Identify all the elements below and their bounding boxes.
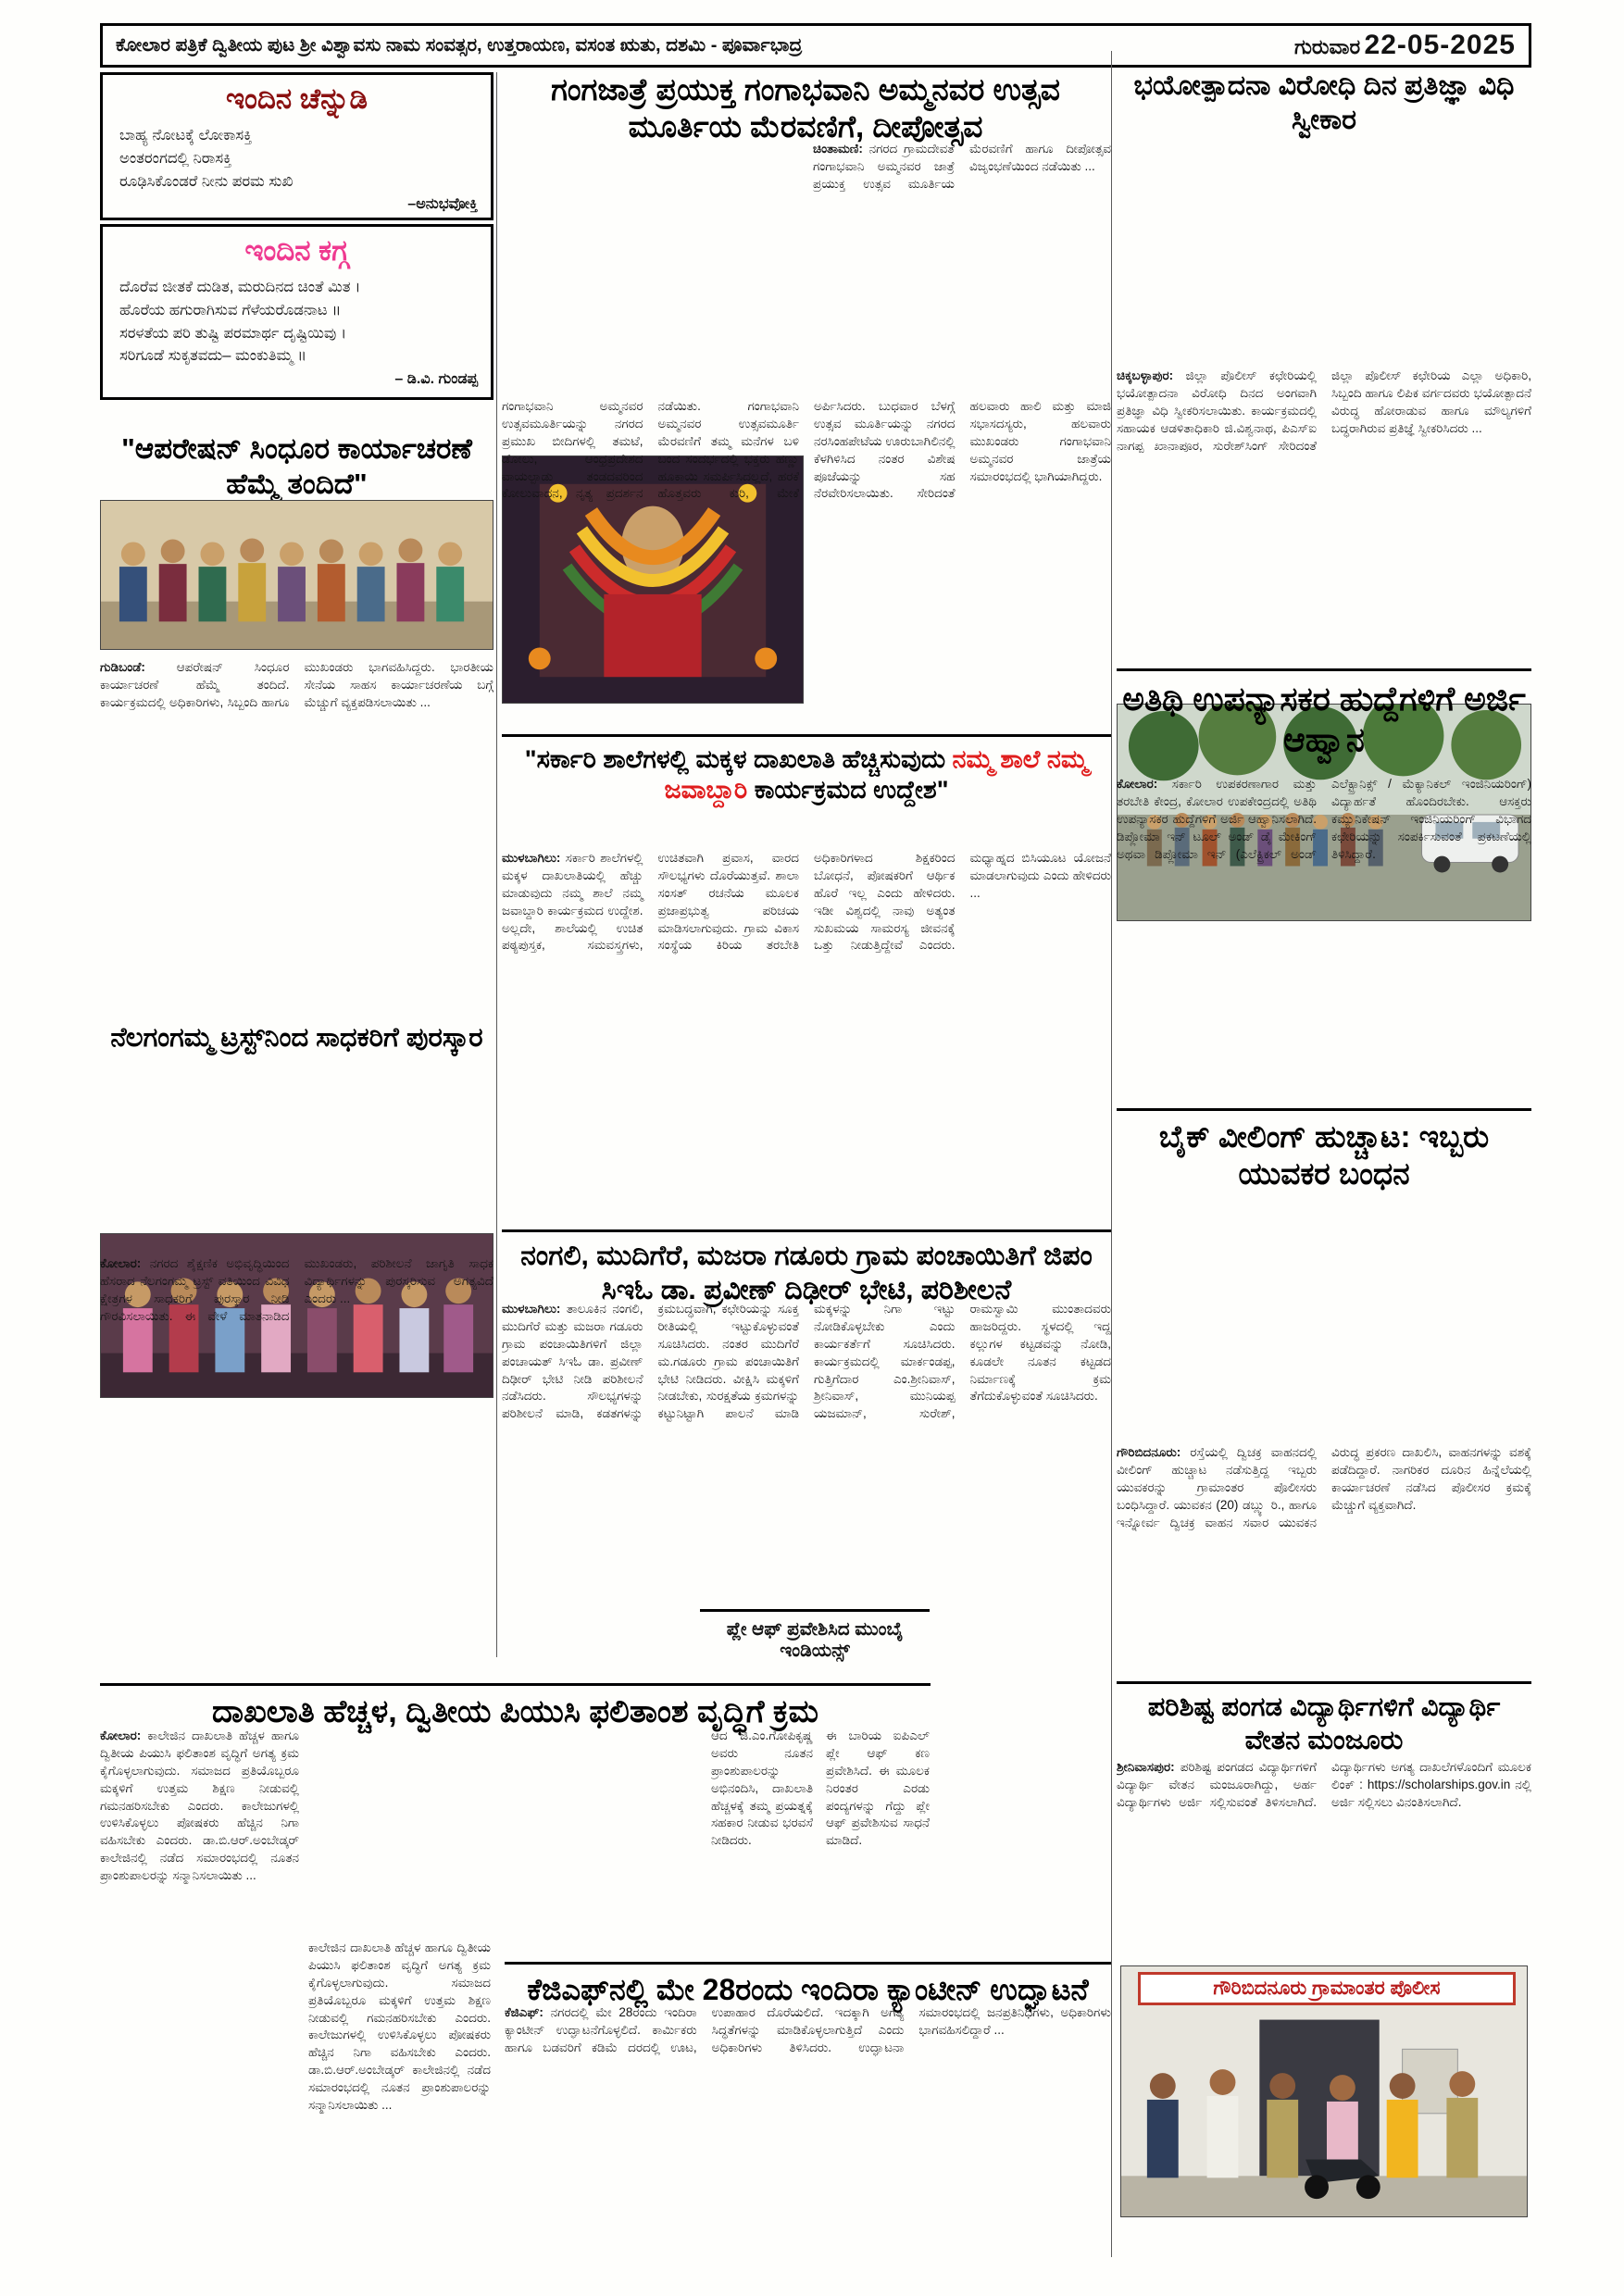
article-anti-terror-body [1117, 368, 1531, 638]
masthead-line: ಕೋಲಾರ ಪತ್ರಿಕೆ ದ್ವಿತೀಯ ಪುಟ ಶ್ರೀ ವಿಶ್ವಾವಸು ನಾಮ ಸಂವತ್ಸರ, ಉತ್ತರಾಯಣ, ವಸಂತ ಋತು, ದಶಮಿ - ಪೂರ್ವಾಭಾದ್ರ [116, 34, 803, 56]
divider-center-right [1111, 51, 1112, 2257]
headline-bike-wheeling: ಬೈಕ್ ವೀಲಿಂಗ್ ಹುಚ್ಚಾಟ: ಇಬ್ಬರು ಯುವಕರ ಬಂಧನ [1117, 1108, 1531, 1199]
article-text: ತಾಲೂಕಿನ ನಂಗಲಿ, ಮುದಿಗೆರೆ ಮತ್ತು ಮಜರಾ ಗಡೂರು ಗ್ರಾಮ ಪಂಚಾಯಿತಿಗಳಿಗೆ ಜಿಲ್ಲಾ ಪಂಚಾಯತ್ ಸಿಇಓ ಡಾ. ಪ್ರವೀಣ್ ದಿಢೀರ್ ಭೇಟಿ ನೀಡಿ ಪರಿಶೀಲನೆ ನಡೆಸಿದರು. ಸೌಲಭ್ಯಗಳನ್ನು ಪರಿಶೀಲನೆ ಮಾಡಿ, ಕಡತಗಳನ್ನು ಕ್ರಮಬದ್ಧವಾಗಿ, ಕಛೇರಿಯನ್ನು ಸೂಕ್ತ ರೀತಿಯಲ್ಲಿ ಇಟ್ಟುಕೊಳ್ಳುವಂತೆ ಸೂಚಿಸಿದರು. ನಂತರ ಮುದಿಗೆರೆ ಮ.ಗಡೂರು ಗ್ರಾಮ ಪಂಚಾಯಿತಿಗೆ ಭೇಟಿ ನೀಡಿದರು. ವೀಕ್ಷಿಸಿ ಮಕ್ಕಳಿಗೆ ನೀಡಬೇಕು, ಸುರಕ್ಷತೆಯ ಕ್ರಮಗಳನ್ನು ಕಟ್ಟುನಿಟ್ಟಾಗಿ ಪಾಲನೆ ಮಾಡಿ ಮಕ್ಕಳನ್ನು ನಿಗಾ ಇಟ್ಟು ನೋಡಿಕೊಳ್ಳಬೇಕು ಎಂದು ಕಾರ್ಯಕರ್ತೆಗೆ ಸೂಚಿಸಿದರು. ಕಾರ್ಯಕ್ರಮದಲ್ಲಿ ಮಾರ್ಕಂಡಪ್ಪ, ಗುತ್ತಿಗೆದಾರ ಎಂ.ಶ್ರೀನಿವಾಸ್, ಶ್ರೀನಿವಾಸ್, ಮುನಿಯಪ್ಪ ಯಜಮಾನ್, ಸುರೇಶ್, ರಾಮಸ್ವಾಮಿ ಮುಂತಾದವರು ಹಾಜರಿದ್ದರು. ಸ್ಥಳದಲ್ಲಿ ಇದ್ದ ಕಲ್ಲುಗಳ ಕಟ್ಟಡವನ್ನು ನೋಡಿ, ಕೂಡಲೇ ನೂತನ ಕಟ್ಟಡದ ನಿರ್ಮಾಣಕ್ಕೆ ಕ್ರಮ ತೆಗೆದುಕೊಳ್ಳುವಂತೆ ಸೂಚಿಸಿದರು. [502, 1302, 1111, 1421]
dateline: ಗೌರಿಬಿದನೂರು: [1117, 1445, 1181, 1459]
headline-anti-terror-day: ಭಯೋತ್ಪಾದನಾ ವಿರೋಧಿ ದಿನ ಪ್ರತಿಜ್ಞಾ ವಿಧಿ ಸ್ವೀಕಾರ [1133, 70, 1515, 135]
article-text: ಸರ್ಕಾರಿ ಶಾಲೆಗಳಲ್ಲಿ ಮಕ್ಕಳ ದಾಖಲಾತಿಯಲ್ಲಿ ಹೆಚ್ಚು ಮಾಡುವುದು ನಮ್ಮ ಶಾಲೆ ನಮ್ಮ ಜವಾಬ್ದಾರಿ ಕಾರ್ಯಕ್ರಮದ ಉದ್ದೇಶ. ಅಲ್ಲದೇ, ಶಾಲೆಯಲ್ಲಿ ಉಚಿತ ಪಠ್ಯಪುಸ್ತಕ, ಸಮವಸ್ತ್ರಗಳು, ಉಚಿತವಾಗಿ ಪ್ರವಾಸ, ವಾರದ ಸೌಲಭ್ಯಗಳು ದೊರೆಯುತ್ತವೆ. ಶಾಲಾ ಸಂಸತ್ ರಚನೆಯ ಮೂಲಕ ಪ್ರಜಾಪ್ರಭುತ್ವ ಪರಿಚಯ ಮಾಡಿಸಲಾಗುವುದು. ಗ್ರಾಮ ವಿಕಾಸ ಸಂಸ್ಥೆಯ ಕಿರಿಯ ತರಬೇತಿ ಅಧಿಕಾರಿಗಳಾದ ಶಿಕ್ಷಕರಿಂದ ಬೋಧನೆ, ಪೋಷಕರಿಗೆ ಆರ್ಥಿಕ ಹೊರೆ ಇಲ್ಲ ಎಂದು ಹೇಳಿದರು. ಇಡೀ ವಿಶ್ವದಲ್ಲಿ ನಾವು ಅತ್ಯಂತ ಸುಖಮಯ ಸಾಮರಸ್ಯ ಜೀವನಕ್ಕೆ ಒತ್ತು ನೀಡುತ್ತಿದ್ದೇವೆ ಎಂದರು. ಮಧ್ಯಾಹ್ನದ ಬಿಸಿಯೂಟ ಯೋಜನೆ ಮಾಡಲಾಗುವುದು ಎಂದು ಹೇಳಿದರು ... [502, 851, 1111, 953]
article-text: ನಗರದ ಗ್ರಾಮದೇವತೆ ಗಂಗಾಭವಾನಿ ಅಮ್ಮನವರ ಜಾತ್ರೆ ಪ್ರಯುಕ್ತ ಉತ್ಸವ ಮೂರ್ತಿಯ ಮೆರವಣಿಗೆ ಹಾಗೂ ದೀಪೋತ್ಸವ ವಿಜೃಂಭಣೆಯಿಂದ ನಡೆಯಿತು ... [813, 142, 1111, 191]
article-ganga-jatre-lead [813, 141, 1111, 389]
headline-nangali-visit: ನಂಗಲಿ, ಮುದಿಗೆರೆ, ಮಜರಾ ಗಡೂರು ಗ್ರಾಮ ಪಂಚಾಯಿತಿಗೆ ಜಿಪಂ ಸಿಇಓ ಡಾ. ಪ್ರವೀಣ್ ದಿಢೀರ್ ಭೇಟಿ, ಪರಿಶೀಲನೆ [502, 1229, 1111, 1315]
article-operation-sindoor-body [100, 659, 493, 997]
dateline: ಕೆಜಿಎಫ್: [505, 2005, 543, 2019]
dateline: ಚಿಕ್ಕಬಳ್ಳಾಪುರ: [1117, 368, 1174, 382]
todays-kagga-title: ಇಂದಿನ ಕಗ್ಗ [244, 234, 349, 267]
article-text: ಆಪರೇಷನ್ ಸಿಂಧೂರ ಕಾರ್ಯಾಚರಣೆ ಹೆಮ್ಮೆ ತಂದಿದೆ. ಕಾರ್ಯಕ್ರಮದಲ್ಲಿ ಅಧಿಕಾರಿಗಳು, ಸಿಬ್ಬಂದಿ ಹಾಗೂ ಮುಖಂಡರು ಭಾಗವಹಿಸಿದ್ದರು. ಭಾರತೀಯ ಸೇನೆಯ ಸಾಹಸ ಕಾರ್ಯಾಚರಣೆಯ ಬಗ್ಗೆ ಮೆಚ್ಚುಗೆ ವ್ಯಕ್ತಪಡಿಸಲಾಯಿತು ... [100, 660, 493, 709]
article-text: ಪರಿಶಿಷ್ಟ ಪಂಗಡದ ವಿದ್ಯಾರ್ಥಿಗಳಿಗೆ ವಿದ್ಯಾರ್ಥಿ ವೇತನ ಮಂಜೂರಾಗಿದ್ದು, ಅರ್ಹ ವಿದ್ಯಾರ್ಥಿಗಳು ಅರ್ಜಿ ಸಲ್ಲಿಸುವಂತೆ ತಿಳಿಸಲಾಗಿದೆ. ವಿದ್ಯಾರ್ಥಿಗಳು ಅಗತ್ಯ ದಾಖಲೆಗಳೊಂದಿಗೆ ಮೂಲಕ ಲಿಂಕ್ : https://scholarships.gov.in ನಲ್ಲಿ ಅರ್ಜಿ ಸಲ್ಲಿಸಲು ವಿನಂತಿಸಲಾಗಿದೆ. [1117, 1760, 1531, 1809]
quote-attribution: –ಅನುಭವೋಕ್ತಿ [407, 196, 478, 213]
article-ipl-body [826, 1728, 930, 1883]
article-guest-lecturers-body [1117, 776, 1531, 1077]
quote-line: ರೂಢಿಸಿಕೊಂಡರೆ ನೀನು ಪರಮ ಸುಖಿ [119, 172, 294, 190]
todays-kagga-box [100, 224, 493, 400]
headline-operation-sindoor: "ಆಪರೇಷನ್ ಸಿಂಧೂರ ಕಾರ್ಯಾಚರಣೆ ಹೆಮ್ಮೆ ತಂದಿದೆ" [121, 431, 472, 500]
quote-line: ಬಾಹ್ಯ ನೋಟಕ್ಕೆ ಲೋಕಾಸಕ್ತಿ [119, 127, 253, 144]
article-text: ಈ ಬಾರಿಯ ಐಪಿಎಲ್ ಪ್ಲೇ ಆಫ್ ಕಣ ಪ್ರವೇಶಿಸಿದೆ. ಈ ಮೂಲಕ ನಿರಂತರ ಎರಡು ಪಂದ್ಯಗಳನ್ನು ಗೆದ್ದು ಪ್ಲೇ ಆಫ್ ಪ್ರವೇಶಿಸುವ ಸಾಧನೆ ಮಾಡಿದೆ. [826, 1728, 930, 1848]
police-station-sign: ಗೌರಿಬಿದನೂರು ಗ್ರಾಮಾಂತರ ಪೊಲೀಸ [1138, 1972, 1517, 2005]
article-nelagangamma-body [100, 1255, 493, 1655]
kagga-line: ಸರಳತೆಯ ಪರಿ ತುಷ್ಟಿ ಪರಮಾರ್ಥ ದೃಷ್ಟಿಯಿವು । [119, 324, 347, 342]
headline-kgf-canteen: ಕೆಜಿಎಫ್‌ನಲ್ಲಿ ಮೇ 28ರಂದು ಇಂದಿರಾ ಕ್ಯಾಂಟೀನ್ ಉದ್ಘಾಟನೆ [505, 1962, 1111, 2015]
dateline: ಗುಡಿಬಂಡೆ: [100, 660, 145, 674]
kagga-line: ದೊರೆವ ಜೀತಕೆ ದುಡಿತ, ಮರುದಿನದ ಚಿಂತೆ ಮಿತ । [119, 279, 361, 295]
article-text: ಆದ ಜಿ.ಎಂ.ಗೋಪಿಕೃಷ್ಣ ಅವರು ನೂತನ ಪ್ರಾಂಶುಪಾಲರನ್ನು ಅಭಿನಂದಿಸಿ, ದಾಖಲಾತಿ ಹೆಚ್ಚಳಕ್ಕೆ ತಮ್ಮ ಪ್ರಯತ್ನಕ್ಕೆ ಸಹಕಾರ ನೀಡುವ ಭರವಸೆ ನೀಡಿದರು. [711, 1728, 813, 1848]
article-school-enrolment-body [502, 850, 1111, 1202]
dateline: ಕೋಲಾರ: [1117, 777, 1158, 791]
masthead-day: ಗುರುವಾರ [1294, 35, 1361, 58]
article-text: ನಗರದ ಶೈಕ್ಷಣಿಕ ಅಭಿವೃದ್ಧಿಯಿಂದ ಹೆಸರಾದ ನೆಲಗಂಗಮ್ಮ ಟ್ರಸ್ಟ್ ವತಿಯಿಂದ ವಿವಿಧ ಕ್ಷೇತ್ರಗಳ ಸಾಧಕರಿಗೆ ಪುರಸ್ಕಾರ ನೀಡಿ ಗೌರವಿಸಲಾಯಿತು. ಈ ವೇಳೆ ಮಾತನಾಡಿದ ಮುಖಂಡರು, ಪರಿಶೀಲನೆ ಜಾಗೃತಿ ಸಾಧಕ ವಿದ್ಯಾರ್ಥಿಗಳನ್ನು ಪುರಸ್ಕರಿಸುವ ಅಗತ್ಯವಿದೆ ಎಂದರು ... [100, 1256, 493, 1323]
article-text: ರಸ್ತೆಯಲ್ಲಿ ದ್ವಿಚಕ್ರ ವಾಹನದಲ್ಲಿ ವೀಲಿಂಗ್ ಹುಚ್ಚಾಟ ನಡೆಸುತ್ತಿದ್ದ ಇಬ್ಬರು ಯುವಕರನ್ನು ಗ್ರಾಮಾಂತರ ಪೊಲೀಸರು ಬಂಧಿಸಿದ್ದಾರೆ. ಯುವಕನ (20) ಡಬ್ಲ್ಯು ರಿ., ಹಾಗೂ ಇನ್ನೋರ್ವ ದ್ವಿಚಕ್ರ ವಾಹನ ಸವಾರ ಯುವಕನ ವಿರುದ್ಧ ಪ್ರಕರಣ ದಾಖಲಿಸಿ, ವಾಹನಗಳನ್ನು ವಶಕ್ಕೆ ಪಡೆದಿದ್ದಾರೆ. ನಾಗರಿಕರ ದೂರಿನ ಹಿನ್ನೆಲೆಯಲ್ಲಿ ಕಾರ್ಯಾಚರಣೆ ನಡೆಸಿದ ಪೊಲೀಸರ ಕ್ರಮಕ್ಕೆ ಮೆಚ್ಚುಗೆ ವ್ಯಕ್ತವಾಗಿದೆ. [1117, 1445, 1531, 1529]
dateline: ಕೋಲಾರ: [100, 1728, 142, 1742]
headline-scholarship: ಪರಿಶಿಷ್ಟ ಪಂಗಡ ವಿದ್ಯಾರ್ಥಿಗಳಿಗೆ ವಿದ್ಯಾರ್ಥಿ ವೇತನ ಮಂಜೂರು [1117, 1681, 1531, 1770]
article-text: ಜಿಲ್ಲಾ ಪೊಲೀಸ್ ಕಛೇರಿಯಲ್ಲಿ ಭಯೋತ್ಪಾದನಾ ವಿರೋಧಿ ದಿನದ ಅಂಗವಾಗಿ ಪ್ರತಿಜ್ಞಾ ವಿಧಿ ಸ್ವೀಕರಿಸಲಾಯಿತು. ಕಾರ್ಯಕ್ರಮದಲ್ಲಿ ಸಹಾಯಕ ಆಡಳಿತಾಧಿಕಾರಿ ಜಿ.ವಿಶ್ವನಾಥ, ಪಿಎಸ್‌ಐ ನಾಗಪ್ಪ ಖಾನಾಪೂರ, ಸುರೇಶ್‌ಸಿಂಗ್ ಸೇರಿದಂತೆ ಜಿಲ್ಲಾ ಪೊಲೀಸ್ ಕಛೇರಿಯ ಎಲ್ಲಾ ಅಧಿಕಾರಿ, ಸಿಬ್ಬಂದಿ ಹಾಗೂ ಲಿಪಿಕ ವರ್ಗದವರು ಭಯೋತ್ಪಾದನೆ ವಿರುದ್ಧ ಹೋರಾಡುವ ಹಾಗೂ ಮೌಲ್ಯಗಳಿಗೆ ಬದ್ಧರಾಗಿರುವ ಪ್ರತಿಜ್ಞೆ ಸ್ವೀಕರಿಸಿದರು ... [1117, 368, 1531, 453]
article-text: ಸರ್ಕಾರಿ ಉಪಕರಣಾಗಾರ ಮತ್ತು ತರಬೇತಿ ಕೇಂದ್ರ, ಕೋಲಾರ ಉಪಕೇಂದ್ರದಲ್ಲಿ ಅತಿಥಿ ಉಪನ್ಯಾಸಕರ ಹುದ್ದೆಗಳಿಗೆ ಅರ್ಜಿ ಆಹ್ವಾನಿಸಲಾಗಿದೆ. ಡಿಪ್ಲೋಮಾ ಇನ್ ಟೂಲ್ ಅಂಡ್ ಡೈ ಮೇಕಿಂಗ್ ಅಥವಾ ಡಿಪ್ಲೋಮಾ ಇನ್ (ಎಲೆಕ್ಟ್ರಿಕಲ್ ಅಂಡ್ ಎಲೆಕ್ಟ್ರಾನಿಕ್ಸ್ / ಮೆಕ್ಯಾನಿಕಲ್ ಇಂಜಿನಿಯರಿಂಗ್) ವಿದ್ಯಾರ್ಹತೆ ಹೊಂದಿರಬೇಕು. ಆಸಕ್ತರು ಕಮ್ಯುನಿಕೇಷನ್ ಇಂಜಿನಿಯರಿಂಗ್ ವಿಭಾಗದ ಕಛೇರಿಯನ್ನು ಸಂಪರ್ಕಿಸುವಂತೆ ಪ್ರಕಟಣೆಯಲ್ಲಿ ತಿಳಿಸಿದ್ದಾರೆ. [1117, 777, 1531, 861]
article-ganga-jatre-body [502, 398, 1111, 704]
headline-part-red: ನಮ್ಮ ಶಾಲೆ ನಮ್ಮ ಜವಾಬ್ದಾರಿ [664, 745, 1089, 805]
dateline: ಮುಳಬಾಗಿಲು: [502, 1302, 561, 1316]
dateline: ಶ್ರೀನಿವಾಸಪುರ: [1117, 1760, 1175, 1774]
article-text: ಕಾಲೇಜಿನ ದಾಖಲಾತಿ ಹೆಚ್ಚಳ ಹಾಗೂ ದ್ವಿತೀಯ ಪಿಯುಸಿ ಫಲಿತಾಂಶ ವೃದ್ಧಿಗೆ ಅಗತ್ಯ ಕ್ರಮ ಕೈಗೊಳ್ಳಲಾಗುವುದು. ಸಮಾಜದ ಪ್ರತಿಯೊಬ್ಬರೂ ಮಕ್ಕಳಿಗೆ ಉತ್ತಮ ಶಿಕ್ಷಣ ನೀಡುವಲ್ಲಿ ಗಮನಹರಿಸಬೇಕು ಎಂದರು. ಕಾಲೇಜುಗಳಲ್ಲಿ ಉಳಿಸಿಕೊಳ್ಳಲು ಪೋಷಕರು ಹೆಚ್ಚಿನ ನಿಗಾ ವಹಿಸಬೇಕು ಎಂದರು. ಡಾ.ಬಿ.ಆರ್.ಅಂಬೇಡ್ಕರ್ ಕಾಲೇಜಿನಲ್ಲಿ ನಡೆದ ಸಮಾರಂಭದಲ್ಲಿ ನೂತನ ಪ್ರಾಂಶುಪಾಲರನ್ನು ಸನ್ಮಾನಿಸಲಾಯಿತು ... [308, 1940, 491, 2113]
todays-quote-box [100, 72, 493, 220]
article-text: ಗಂಗಾಭವಾನಿ ಅಮ್ಮನವರ ಉತ್ಸವಮೂರ್ತಿಯನ್ನು ನಗರದ ಪ್ರಮುಖ ಬೀದಿಗಳಲ್ಲಿ ತಮಟೆ, ಡೋಲು, ಆಂಧ್ರಪ್ರದೇಶದ ವಾಯಲ್ಪಾಡು ತಂಡದವರಿಂದ ಕೋಲುವಾದನ, ನೃತ್ಯ ಪ್ರದರ್ಶನ ನಡೆಯಿತು. ಗಂಗಾಭವಾನಿ ಅಮ್ಮನವರ ಉತ್ಸವಮೂರ್ತಿ ಮೆರವಣಿಗೆ ತಮ್ಮ ಮನೆಗಳ ಬಳಿ ಬಂದ ಸಂದರ್ಭದಲ್ಲಿ ಭಕ್ತರು ಹಣ್ಣು ಹೂಕಾಯಿ ಸಮರ್ಪಿಸಿದಲ್ಲದೆ, ಹರಕೆ ಹೊತ್ತವರು ಕುರಿ, ಮೇಕೆ ಅರ್ಪಿಸಿದರು. ಬುಧವಾರ ಬೆಳಗ್ಗೆ ಉತ್ಸವ ಮೂರ್ತಿಯನ್ನು ನಗರದ ನರಸಿಂಹಪೇಟೆಯ ಊರುಬಾಗಿಲಿನಲ್ಲಿ ಕೆಳಗಿಳಿಸಿದ ನಂತರ ವಿಶೇಷ ಪೂಜೆಯನ್ನು ಸಹ ನೆರವೇರಿಸಲಾಯಿತು. ಸೇರಿದಂತೆ ಹಲವಾರು ಹಾಲಿ ಮತ್ತು ಮಾಜಿ ಸಭಾಸದಸ್ಯರು, ಹಲವಾರು ಮುಖಂಡರು ಗಂಗಾಭವಾನಿ ಅಮ್ಮನವರ ಜಾತ್ರೆಯ ಸಮಾರಂಭದಲ್ಲಿ ಭಾಗಿಯಾಗಿದ್ದರು. [502, 399, 1111, 501]
kagga-line: ಹೊರೆಯ ಹಗುರಾಗಿಸುವ ಗೆಳೆಯರೊಡನಾಟ ॥ [119, 301, 342, 318]
masthead-date-group [1294, 30, 1516, 61]
dateline: ಚಿಂತಾಮಣಿ: [813, 142, 863, 156]
headline-guest-lecturers: ಅತಿಥಿ ಉಪನ್ಯಾಸಕರ ಹುದ್ದೆಗಳಿಗೆ ಅರ್ಜಿ ಆಹ್ವಾನ [1117, 668, 1531, 787]
article-nangali-body [502, 1301, 1111, 1604]
operation-sindoor-photo [100, 500, 493, 650]
kagga-attribution: – ಡಿ.ವಿ. ಗುಂಡಪ್ಪ [394, 371, 478, 387]
masthead [100, 23, 1531, 68]
headline-school-enrolment [502, 734, 1111, 856]
todays-quote-title: ಇಂದಿನ ಚೆನ್ನುಡಿ [226, 82, 368, 115]
dateline: ಮುಳಬಾಗಿಲು: [502, 851, 561, 865]
headline-nelagangamma: ನೆಲಗಂಗಮ್ಮ ಟ್ರಸ್ಟ್‌ನಿಂದ ಸಾಧಕರಿಗೆ ಪುರಸ್ಕಾರ [110, 1023, 483, 1054]
article-admission-boost-body-2 [308, 1940, 491, 2257]
article-admission-continuation [711, 1728, 813, 1883]
article-bike-wheeling-body [1117, 1444, 1531, 1657]
masthead-date: 22-05-2025 [1364, 30, 1516, 60]
article-kgf-canteen-body [505, 2004, 1111, 2257]
headline-part: ಕಾರ್ಯಕ್ರಮದ ಉದ್ದೇಶ" [754, 776, 949, 805]
kagga-line: ಸರಿಗೂಡೆ ಸುಕೃತವದು– ಮಂಕುತಿಮ್ಮ ॥ [119, 347, 307, 365]
headline-ipl-playoff: ಪ್ಲೇ ಆಫ್ ಪ್ರವೇಶಿಸಿದ ಮುಂಬೈ ಇಂಡಿಯನ್ಸ್ [700, 1609, 930, 1657]
dateline: ಕೋಲಾರ: [100, 1256, 142, 1270]
quote-line: ಅಂತರಂಗದಲ್ಲಿ ನಿರಾಸಕ್ತಿ [119, 149, 232, 167]
headline-ganga-jatre: ಗಂಗಜಾತ್ರೆ ಪ್ರಯುಕ್ತ ಗಂಗಾಭವಾನಿ ಅಮ್ಮನವರ ಉತ್ಸವ ಮೂರ್ತಿಯ ಮೆರವಣಿಗೆ, ದೀಪೋತ್ಸವ [551, 72, 1060, 144]
article-admission-boost-body [100, 1728, 299, 2257]
headline-part: "ಸರ್ಕಾರಿ ಶಾಲೆಗಳಲ್ಲಿ ಮಕ್ಕಳ ದಾಖಲಾತಿ ಹೆಚ್ಚಿಸುವುದು [524, 745, 946, 774]
article-scholarship-body [1117, 1759, 1531, 2257]
article-text: ಕಾಲೇಜಿನ ದಾಖಲಾತಿ ಹೆಚ್ಚಳ ಹಾಗೂ ದ್ವಿತೀಯ ಪಿಯುಸಿ ಫಲಿತಾಂಶ ವೃದ್ಧಿಗೆ ಅಗತ್ಯ ಕ್ರಮ ಕೈಗೊಳ್ಳಲಾಗುವುದು. ಸಮಾಜದ ಪ್ರತಿಯೊಬ್ಬರೂ ಮಕ್ಕಳಿಗೆ ಉತ್ತಮ ಶಿಕ್ಷಣ ನೀಡುವಲ್ಲಿ ಗಮನಹರಿಸಬೇಕು ಎಂದರು. ಕಾಲೇಜುಗಳಲ್ಲಿ ಉಳಿಸಿಕೊಳ್ಳಲು ಪೋಷಕರು ಹೆಚ್ಚಿನ ನಿಗಾ ವಹಿಸಬೇಕು ಎಂದರು. ಡಾ.ಬಿ.ಆರ್.ಅಂಬೇಡ್ಕರ್ ಕಾಲೇಜಿನಲ್ಲಿ ನಡೆದ ಸಮಾರಂಭದಲ್ಲಿ ನೂತನ ಪ್ರಾಂಶುಪಾಲರನ್ನು ಸನ್ಮಾನಿಸಲಾಯಿತು ... [100, 1728, 299, 1883]
headline-admission-boost: ದಾಖಲಾತಿ ಹೆಚ್ಚಳ, ದ್ವಿತೀಯ ಪಿಯುಸಿ ಫಲಿತಾಂಶ ವೃದ್ಧಿಗೆ ಕ್ರಮ [100, 1683, 931, 1741]
article-text: ನಗರದಲ್ಲಿ ಮೇ 28ರಂದು ಇಂದಿರಾ ಕ್ಯಾಂಟೀನ್ ಉದ್ಘಾಟನೆಗೊಳ್ಳಲಿದೆ. ಕಾರ್ಮಿಕರು ಹಾಗೂ ಬಡವರಿಗೆ ಕಡಿಮೆ ದರದಲ್ಲಿ ಊಟ, ಉಪಾಹಾರ ದೊರೆಯಲಿದೆ. ಇದಕ್ಕಾಗಿ ಅಗತ್ಯ ಸಿದ್ಧತೆಗಳನ್ನು ಮಾಡಿಕೊಳ್ಳಲಾಗುತ್ತಿದೆ ಎಂದು ಅಧಿಕಾರಿಗಳು ತಿಳಿಸಿದರು. ಉದ್ಘಾಟನಾ ಸಮಾರಂಭದಲ್ಲಿ ಜನಪ್ರತಿನಿಧಿಗಳು, ಅಧಿಕಾರಿಗಳು ಭಾಗವಹಿಸಲಿದ್ದಾರೆ ... [505, 2005, 1111, 2054]
divider-left-center [496, 72, 497, 1657]
